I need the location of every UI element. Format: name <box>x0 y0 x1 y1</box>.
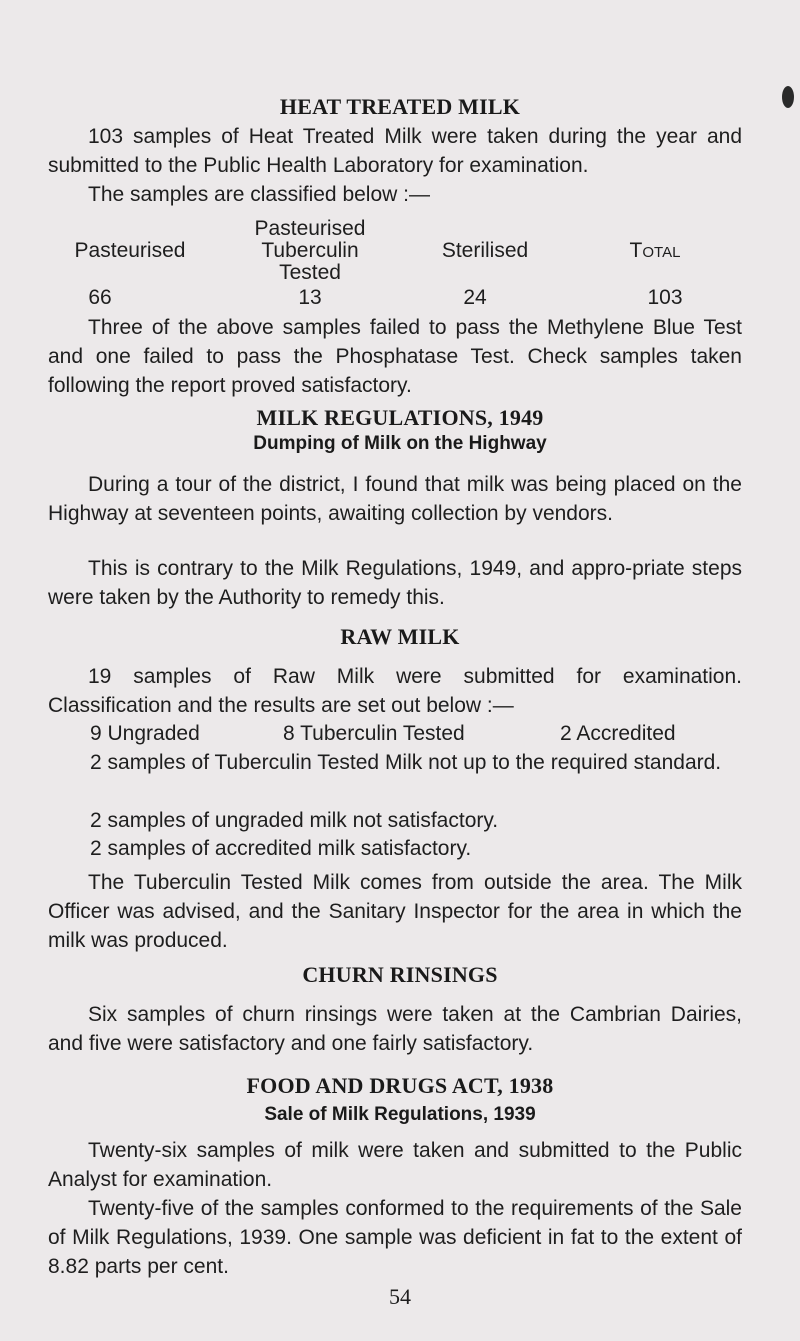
value-pasteurised: 66 <box>88 286 112 309</box>
food-drugs-heading: FOOD AND DRUGS ACT, 1938 <box>246 1073 554 1098</box>
value-ptt: 13 <box>298 286 322 309</box>
raw-milk-intro: 19 samples of Raw Milk were submitted for examination. Classification and the results are set out below :— <box>48 665 742 717</box>
churn-rinsings-text: Six samples of churn rinsings were taken at the Cambrian Dairies, and five were satisfactory and one fairly satisfactory. <box>48 1003 742 1055</box>
raw-milk-heading: RAW MILK <box>340 624 460 649</box>
col-ptt-header-line3: Tested <box>279 261 341 284</box>
raw-result-item <box>90 806 742 835</box>
raw-result-text: 2 samples of accredited milk satisfactory. <box>90 837 472 860</box>
raw-milk-closing: The Tuberculin Tested Milk comes from outside the area. The Milk Officer was advised, and the Sanitary Inspector for the area in which the milk was produced. <box>48 871 742 952</box>
value-total: 103 <box>647 286 683 309</box>
dumping-subheading: Dumping of Milk on the Highway <box>253 433 547 454</box>
raw-result-text: 2 samples of ungraded milk not satisfactory. <box>90 809 499 832</box>
food-drugs-para1: Twenty-six samples of milk were taken and submitted to the Public Analyst for examination. <box>48 1139 742 1191</box>
churn-rinsings-heading: CHURN RINSINGS <box>302 962 498 987</box>
classified-line: The samples are classified below :— <box>88 183 430 206</box>
regulations-paragraph: This is contrary to the Milk Regulations, 1949, and appro-priate steps were taken by the Authority to remedy this. <box>48 557 742 609</box>
class-ungraded: 9 Ungraded <box>90 722 200 745</box>
raw-result-item <box>90 748 742 777</box>
raw-result-item <box>90 834 742 863</box>
value-sterilised: 24 <box>463 286 487 309</box>
dumping-paragraph: During a tour of the district, I found that milk was being placed on the Highway at seventeen points, awaiting collection by vendors. <box>48 473 742 525</box>
col-ptt-header-line1: Pasteurised <box>254 217 366 240</box>
class-accredited: 2 Accredited <box>560 722 676 745</box>
page-number: 54 <box>389 1284 411 1309</box>
col-sterilised-header: Sterilised <box>441 239 529 262</box>
scan-mark <box>782 86 794 108</box>
milk-regulations-heading: MILK REGULATIONS, 1949 <box>256 405 544 430</box>
class-tuberculin-tested: 8 Tuberculin Tested <box>283 722 465 745</box>
food-drugs-para2: Twenty-five of the samples conformed to the requirements of the Sale of Milk Regulations, 1939. One sample was deficient in fat to the extent of 8.82 parts per cent. <box>48 1197 742 1278</box>
heat-treated-intro: 103 samples of Heat Treated Milk were taken during the year and submitted to the Public Health Laboratory for examination. <box>48 125 742 177</box>
failed-samples-text: Three of the above samples failed to pass the Methylene Blue Test and one failed to pass the Phosphatase Test. Check samples taken following the report proved satisfactory. <box>48 316 742 397</box>
col-total-header: Total <box>629 239 681 262</box>
sale-of-milk-subheading: Sale of Milk Regulations, 1939 <box>264 1104 536 1125</box>
col-ptt-header-line2: Tuberculin <box>261 239 359 262</box>
col-pasteurised-header: Pasteurised <box>74 239 186 262</box>
heat-treated-heading: HEAT TREATED MILK <box>279 94 521 119</box>
raw-result-text: 2 samples of Tuberculin Tested Milk not up to the required standard. <box>90 751 722 774</box>
